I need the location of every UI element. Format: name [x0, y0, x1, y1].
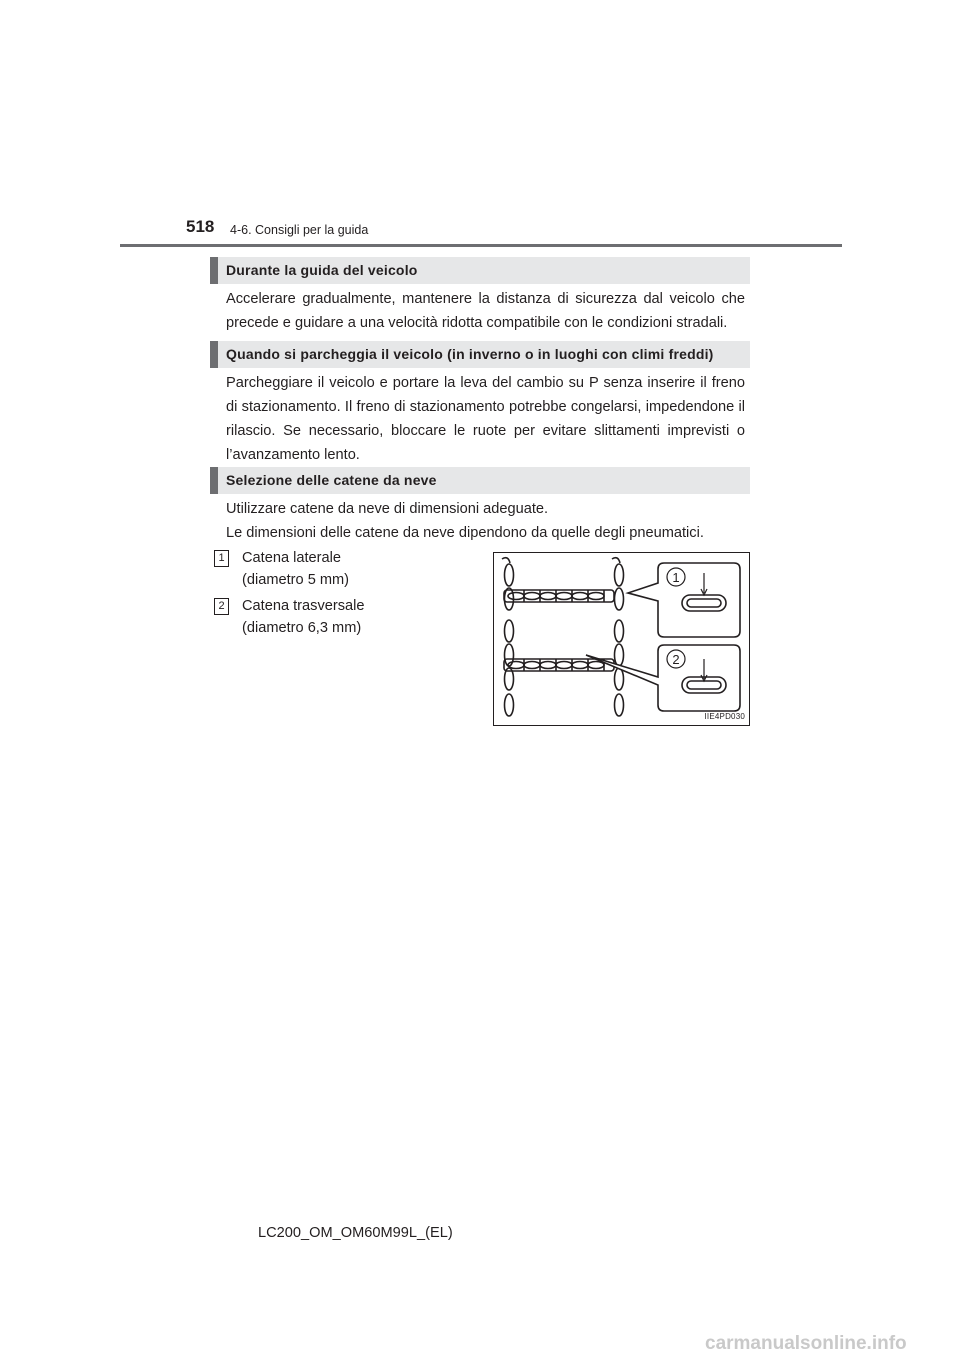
paragraph-parking: Parcheggiare il veicolo e portare la leva del cambio su P senza inserire il freno di stazionamento. Il freno di stazionamento potrebbe congelarsi, impedendone il rilascio. Se necessario, bloccare le ruote per evitare slittamenti imprevisti o l’avanzamento lento.	[226, 375, 745, 463]
legend-number-2: 2	[214, 598, 229, 615]
chain-link	[615, 694, 624, 716]
chain-link	[505, 564, 514, 586]
side-chain-right	[612, 558, 620, 563]
callout-number-2: 2	[672, 652, 680, 667]
chain-link	[505, 694, 514, 716]
cross-chain-top	[504, 590, 614, 602]
document-code: LC200_OM_OM60M99L_(EL)	[258, 1225, 453, 1241]
callout-number-1: 1	[672, 570, 680, 585]
heading-snow-chains: Selezione delle catene da neve	[210, 467, 750, 494]
snow-chain-illustration	[493, 552, 750, 726]
figure-code: IIE4PD030	[704, 712, 745, 721]
chain-link	[615, 668, 624, 690]
side-chain-left	[502, 558, 510, 563]
chain-link	[505, 620, 514, 642]
legend-diameter: (diametro 6,3 mm)	[242, 620, 362, 636]
legend-diameter: (diametro 5 mm)	[242, 572, 350, 588]
chain-diagram	[494, 553, 751, 727]
snow-chains-line-2: Le dimensioni delle catene da neve dipendono da quelle degli pneumatici.	[226, 525, 704, 541]
chain-link	[615, 588, 624, 610]
legend-label: Catena trasversale	[242, 598, 365, 614]
cross-chain-bottom	[504, 659, 614, 671]
legend-text-cross-chain	[242, 595, 452, 639]
callout-2	[586, 645, 740, 711]
snow-chains-line-1: Utilizzare catene da neve di dimensioni adeguate.	[226, 501, 549, 517]
chain-link	[615, 564, 624, 586]
header-divider	[120, 244, 842, 247]
paragraph-snow-chains	[226, 497, 745, 545]
legend-text-side-chain	[242, 547, 452, 591]
watermark[interactable]: carmanualsonline.info	[705, 1333, 907, 1354]
paragraph-driving: Accelerare gradualmente, mantenere la distanza di sicurezza dal veicolo che precede e guidare a una velocità ridotta compatibile con le condizioni stradali.	[226, 291, 745, 331]
chain-link	[615, 644, 624, 666]
legend-label: Catena laterale	[242, 550, 341, 566]
heading-driving: Durante la guida del veicolo	[210, 257, 750, 284]
legend-number-1: 1	[214, 550, 229, 567]
chain-link	[615, 620, 624, 642]
heading-parking: Quando si parcheggia il veicolo (in inverno o in luoghi con climi freddi)	[210, 341, 750, 368]
page-number: 518	[186, 217, 215, 236]
section-title: 4-6. Consigli per la guida	[230, 223, 369, 237]
